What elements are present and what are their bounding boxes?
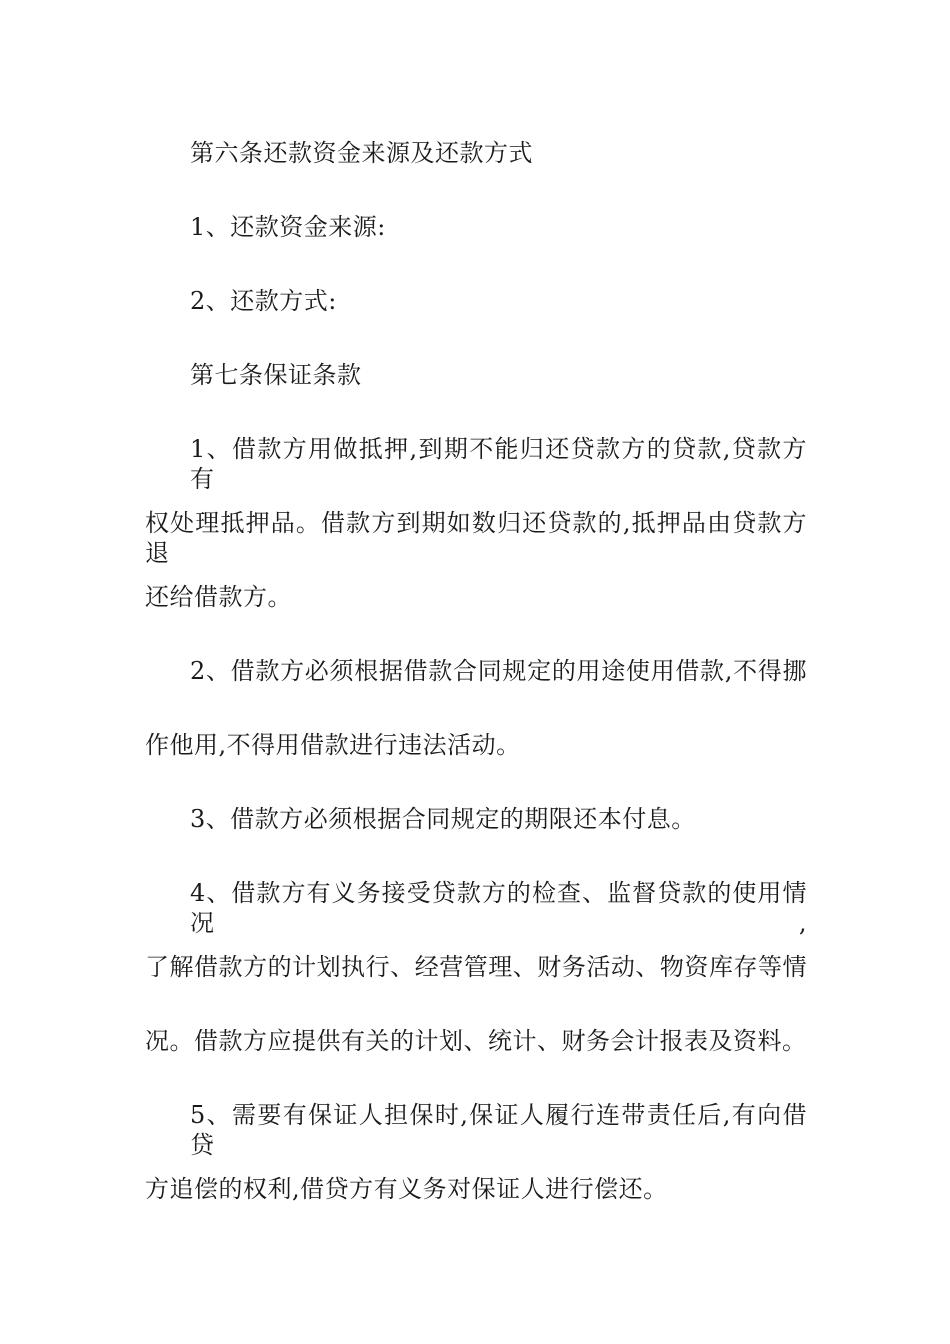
article-7-heading: 第七条保证条款	[190, 361, 362, 389]
clause-5-line-2: 方追偿的权利,借贷方有义务对保证人进行偿还。	[145, 1175, 668, 1203]
clause-2-line-2: 作他用,不得用借款进行违法活动。	[145, 731, 521, 759]
repayment-method-item: 2、还款方式:	[190, 287, 337, 315]
repayment-source-item: 1、还款资金来源:	[190, 213, 386, 241]
clause-3-line-1: 3、借款方必须根据合同规定的期限还本付息。	[190, 805, 696, 833]
clause-1-line-1: 1、借款方用做抵押,到期不能归还贷款方的贷款,贷款方有	[190, 435, 807, 493]
clause-1-line-3: 还给借款方。	[145, 583, 292, 611]
article-6-heading: 第六条还款资金来源及还款方式	[190, 139, 533, 167]
clause-5-line-1: 5、需要有保证人担保时,保证人履行连带责任后,有向借贷	[190, 1101, 807, 1159]
clause-4-line-1: 4、借款方有义务接受贷款方的检查、监督贷款的使用情况,	[190, 879, 807, 937]
clause-4-line-3: 况。借款方应提供有关的计划、统计、财务会计报表及资料。	[145, 1027, 807, 1055]
clause-4-line-2: 了解借款方的计划执行、经营管理、财务活动、物资库存等情	[145, 953, 807, 981]
clause-1-line-2: 权处理抵押品。借款方到期如数归还贷款的,抵押品由贷款方退	[145, 509, 807, 567]
clause-2-line-1: 2、借款方必须根据借款合同规定的用途使用借款,不得挪	[190, 657, 807, 685]
